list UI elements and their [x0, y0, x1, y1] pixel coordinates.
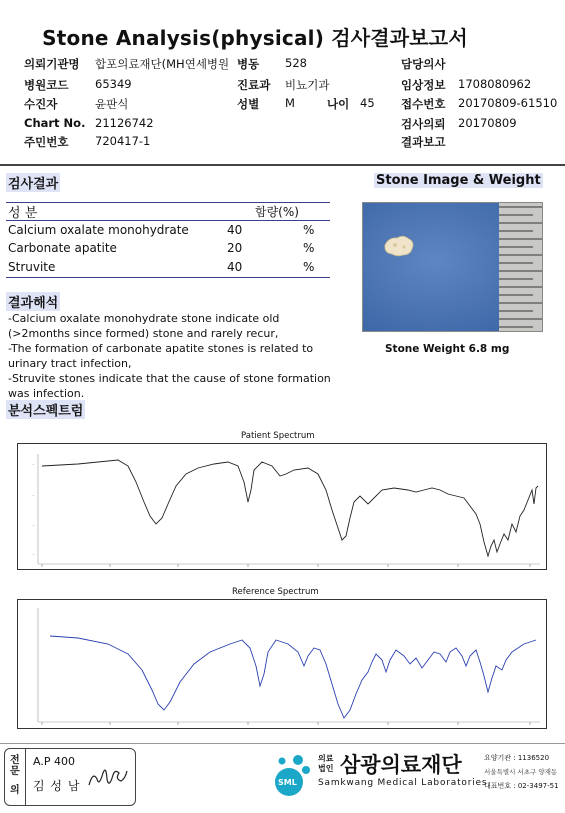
hospital-code-label: 병원코드	[24, 78, 69, 92]
spectrum-section-title: 분석스펙트럼	[6, 400, 85, 419]
ward-label: 병동	[237, 57, 260, 71]
content-header: 함량(%)	[255, 205, 299, 219]
patient-spectrum-plot	[17, 443, 547, 570]
footer-divider	[0, 743, 565, 744]
age-value: 45	[360, 96, 375, 110]
request-date-value: 20170809	[458, 116, 517, 130]
interpretation-line: (>2months since formed) stone and rarely recur,	[8, 327, 279, 340]
sml-logo	[268, 752, 310, 798]
interpretation-line: urinary tract infection,	[8, 357, 132, 370]
interpretation-line: was infection.	[8, 387, 85, 400]
stone-image-section-title: Stone Image & Weight	[376, 173, 541, 188]
org-name-en: Samkwang Medical Laboratories	[318, 778, 488, 788]
signature-image	[85, 761, 129, 793]
header-divider	[0, 164, 565, 166]
age-label: 나이	[327, 97, 350, 111]
stone-photo	[362, 202, 543, 332]
specialist-box	[4, 748, 136, 806]
svg-text:—: —	[32, 462, 35, 466]
table-row-value: 40	[227, 260, 243, 274]
table-row-name: Carbonate apatite	[8, 241, 117, 255]
stone-weight: Stone Weight 6.8 mg	[385, 343, 510, 355]
specialist-name: 김 성 남	[33, 779, 81, 793]
receiver-label: 수진자	[24, 97, 58, 111]
resident-no-value: 720417-1	[95, 134, 151, 148]
institution-label: 의뢰기관명	[24, 57, 80, 71]
org-small-1: 의료	[318, 754, 334, 763]
clinical-info-label: 임상정보	[401, 78, 446, 92]
interpretation-line: -Struvite stones indicate that the cause of stone formation	[8, 372, 331, 385]
resident-no-label: 주민번호	[24, 135, 69, 149]
svg-text:—: —	[32, 552, 35, 556]
table-row-value: 40	[227, 223, 243, 237]
sex-label: 성별	[237, 97, 260, 111]
reference-spectrum-title: Reference Spectrum	[232, 587, 319, 597]
table-row-unit: %	[303, 223, 315, 237]
receipt-no-value: 20170809-61510	[458, 96, 558, 110]
svg-text:—: —	[32, 493, 35, 497]
dept-value: 비뇨기과	[285, 78, 330, 92]
results-table-bottom-rule	[6, 277, 330, 278]
ward-value: 528	[285, 56, 307, 70]
patient-spectrum-title: Patient Spectrum	[241, 431, 315, 441]
specialist-label-bottom: 의	[10, 785, 20, 796]
reference-spectrum-line	[50, 636, 536, 718]
table-row-unit: %	[303, 260, 315, 274]
table-row-value: 20	[227, 241, 243, 255]
svg-text:—: —	[32, 523, 35, 527]
table-row-name: Struvite	[8, 260, 56, 274]
specialist-code: A.P 400	[33, 755, 75, 768]
request-date-label: 검사의뢰	[401, 117, 446, 131]
interpretation-section-title: 결과해석	[6, 292, 60, 311]
component-header: 성 분	[8, 206, 38, 221]
interpretation-line: -The formation of carbonate apatite stones is related to	[8, 342, 314, 355]
chart-no-value: 21126742	[95, 116, 154, 130]
contact-line-3: 대표번호 : 02-3497-51	[484, 782, 559, 790]
chart-no-label: Chart No.	[24, 116, 86, 130]
results-section-title: 검사결과	[6, 173, 60, 192]
reference-spectrum-plot	[17, 599, 547, 729]
clinical-info-value: 1708080962	[458, 77, 532, 91]
doctor-label: 담당의사	[401, 57, 446, 71]
patient-spectrum-line	[42, 460, 538, 556]
institution-value: 합포의료재단(MH연세병원	[95, 57, 230, 71]
logo-text: SML	[278, 778, 297, 787]
receipt-no-label: 접수번호	[401, 97, 446, 111]
interpretation-line: -Calcium oxalate monohydrate stone indicate old	[8, 312, 280, 325]
report-title: Stone Analysis(physical) 검사결과보고서	[42, 26, 468, 50]
org-small-2: 법인	[318, 764, 334, 773]
table-row-name: Calcium oxalate monohydrate	[8, 223, 189, 237]
results-table-header-rule	[6, 220, 330, 221]
table-row-unit: %	[303, 241, 315, 255]
contact-line-1: 요양기관 : 1136520	[484, 754, 550, 762]
result-report-label: 결과보고	[401, 135, 446, 149]
specialist-label-top: 전문	[10, 755, 20, 777]
dept-label: 진료과	[237, 78, 271, 92]
contact-line-2: 서울특별시 서초구 양재동	[484, 768, 558, 776]
receiver-value: 윤판식	[95, 97, 129, 111]
hospital-code-value: 65349	[95, 77, 132, 91]
sex-value: M	[285, 96, 295, 110]
org-name-kr: 삼광의료재단	[340, 753, 462, 777]
